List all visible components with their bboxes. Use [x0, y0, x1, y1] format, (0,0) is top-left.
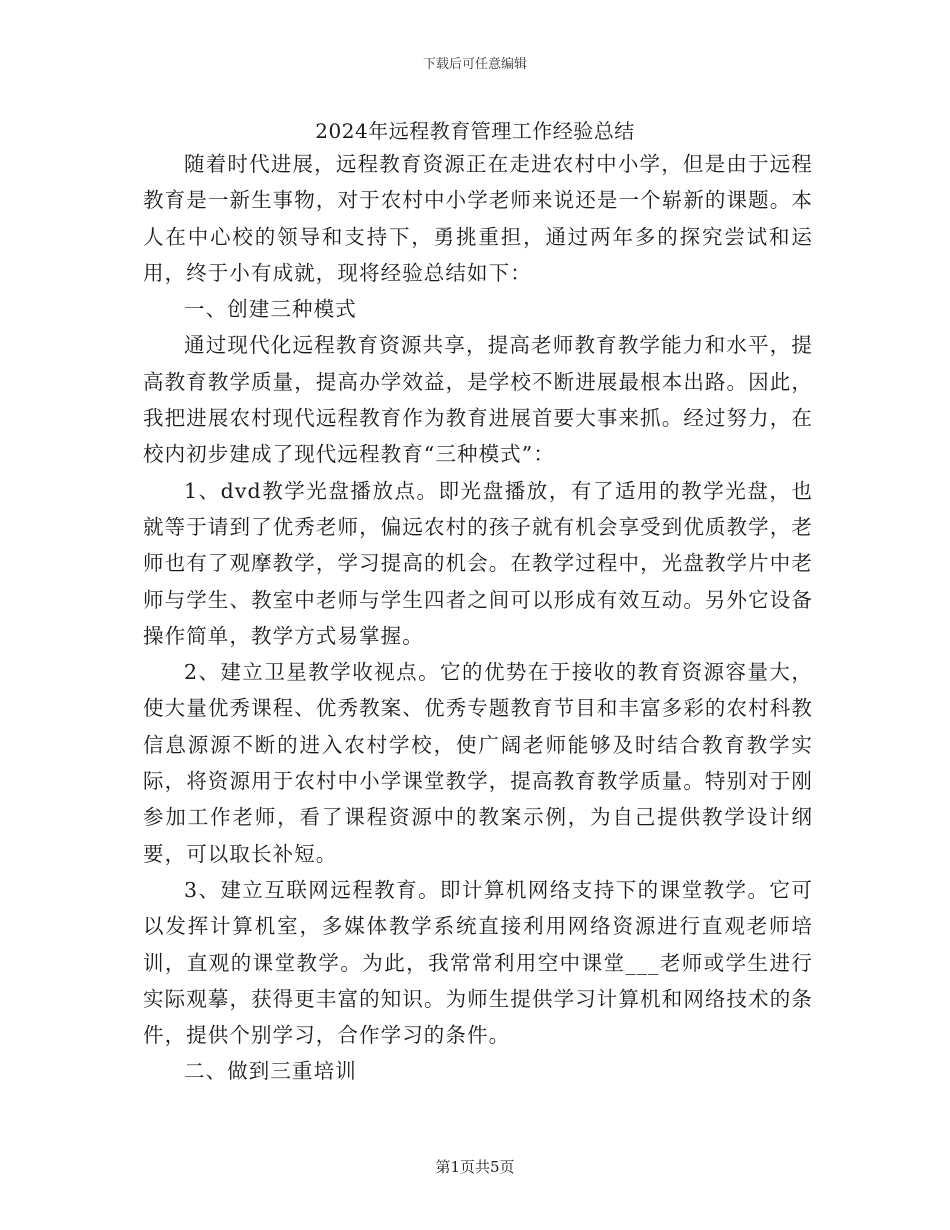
paragraph-item-1: 1、dvd教学光盘播放点。即光盘播放，有了适用的教学光盘，也就等于请到了优秀老师，偏远农村的孩子就有机会享受到优质教学，老师也有了观摩教学，学习提高的机会。在教学过程中，光盘教学片中老师与学生、教室中老师与学生四者之间可以形成有效互动。另外它设备操作简单，教学方式易掌握。 — [143, 478, 813, 648]
paragraph-item-2: 2、建立卫星教学收视点。它的优势在于接收的教育资源容量大，使大量优秀课程、优秀教案、优秀专题教育节目和丰富多彩的农村科教信息源源不断的进入农村学校，使广阔老师能够及时结合教育教学实际，将资源用于农村中小学课堂教学，提高教育教学质量。特别对于刚参加工作老师，看了课程资源中的教案示例，为自己提供教学设计纲要，可以取长补短。 — [143, 660, 813, 866]
page-header: 下载后可任意编辑 — [422, 57, 527, 72]
paragraph-item-3: 3、建立互联网远程教育。即计算机网络支持下的课堂教学。它可以发挥计算机室，多媒体教学系统直接利用网络资源进行直观老师培训，直观的课堂教学。为此，我常常利用空中课堂___老师或学生进行实际观摹，获得更丰富的知识。为师生提供学习计算机和网络技术的条件，提供个别学习，合作学习的条件。 — [143, 877, 813, 1048]
paragraph-section-1-intro: 通过现代化远程教育资源共享，提高老师教育教学能力和水平，提高教育教学质量，提高办学效益，是学校不断进展最根本出路。因此，我把进展农村现代远程教育作为教育进展首要大事来抓。经过努力，在校内初步建成了现代远程教育“三种模式”： — [143, 333, 813, 467]
paragraph-intro: 随着时代进展，远程教育资源正在走进农村中小学，但是由于远程教育是一新生事物，对于农村中小学老师来说还是一个崭新的课题。本人在中心校的领导和支持下，勇挑重担，通过两年多的探究尝试和运用，终于小有成就，现将经验总结如下： — [143, 152, 813, 285]
page-footer: 第1页共5页 — [435, 1158, 515, 1176]
document-title: 2024年远程教育管理工作经验总结 — [315, 119, 635, 143]
section-heading-2: 二、做到三重培训 — [184, 1059, 357, 1084]
section-heading-1: 一、创建三种模式 — [184, 297, 357, 322]
document-body — [143, 146, 813, 1090]
